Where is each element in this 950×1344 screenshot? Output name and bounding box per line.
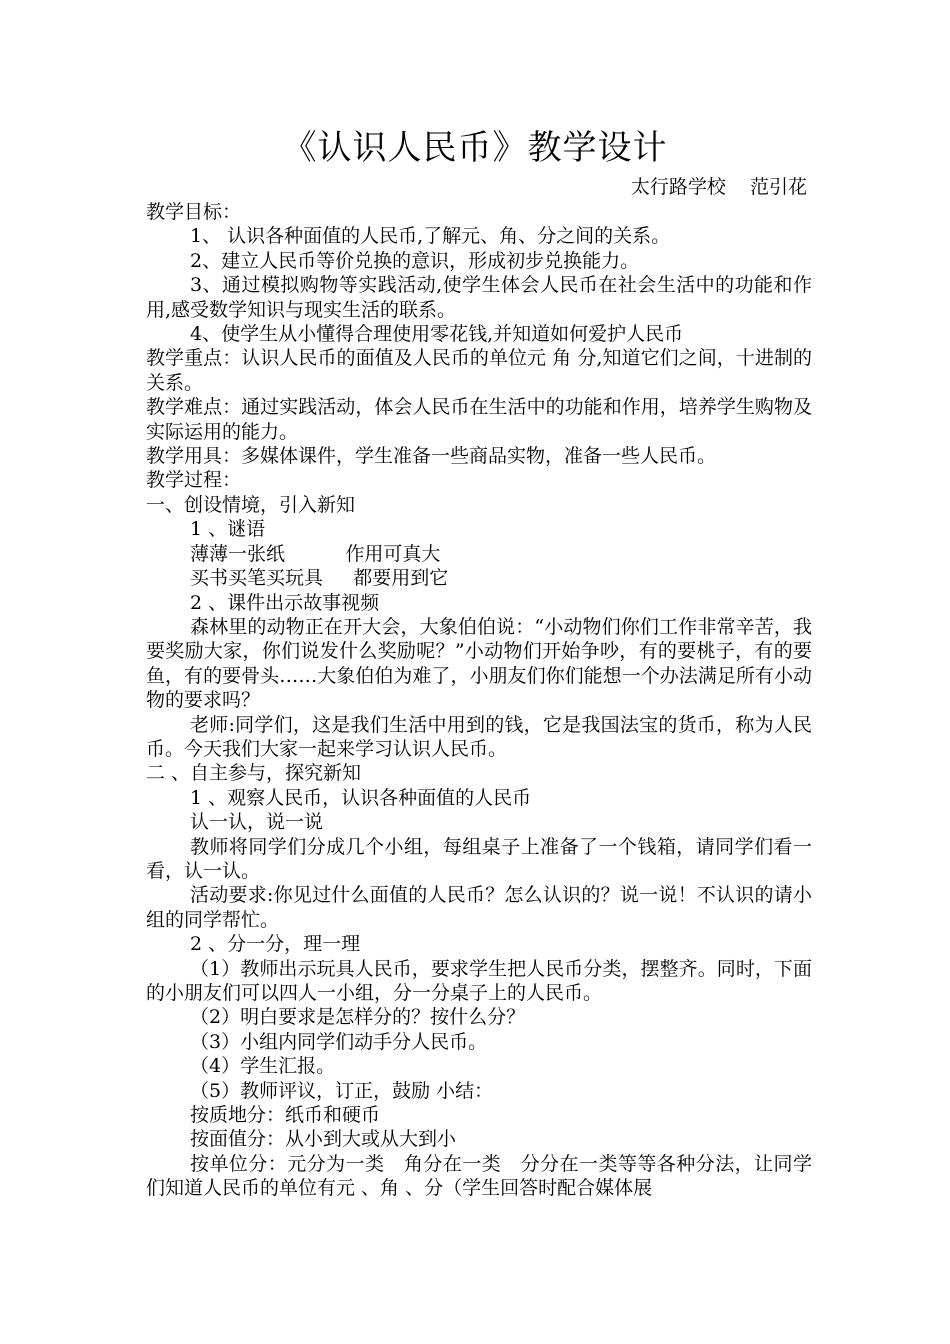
goal-item: 3、通过模拟购物等实践活动,使学生体会人民币在社会生活中的功能和作用,感受数学知识与现实生活的联系。	[146, 274, 812, 321]
key-points: 教学重点：认识人民币的面值及人民币的单位元 角 分,知道它们之间，十进制的关系。	[146, 347, 812, 394]
riddle-line: 买书买笔买玩具 都要用到它	[190, 567, 449, 590]
section2-sub2: 2 、分一分，理一理	[190, 933, 361, 956]
teacher-paragraph: 老师:同学们，这是我们生活中用到的钱，它是我国法宝的货币，称为人民币。今天我们大家一起来学习认识人民币。	[146, 713, 812, 760]
section1-heading: 一、创设情境，引入新知	[146, 493, 356, 516]
classify-by-value: 按面值分：从小到大或从大到小	[190, 1128, 457, 1151]
goal-item: 1、 认识各种面值的人民币,了解元、角、分之间的关系。	[190, 225, 671, 248]
document-body	[146, 200, 812, 1201]
section2-sub1-c: 活动要求:你见过什么面值的人民币？怎么认识的？说一说！不认识的请小组的同学帮忙。	[146, 884, 812, 931]
step-item: （2）明白要求是怎样分的？按什么分？	[190, 1006, 526, 1029]
step-item: （3）小组内同学们动手分人民币。	[190, 1030, 488, 1053]
difficulties: 教学难点：通过实践活动，体会人民币在生活中的功能和作用，培养学生购物及实际运用的能力。	[146, 396, 812, 443]
section2-heading: 二 、自主参与，探究新知	[146, 762, 362, 785]
step-item: （4）学生汇报。	[190, 1055, 336, 1078]
classify-by-unit: 按单位分：元分为一类 角分在一类 分分在一类等等各种分法，让同学们知道人民币的单位有元 、角 、分（学生回答时配合媒体展	[146, 1152, 812, 1200]
teaching-tools: 教学用具：多媒体课件，学生准备一些商品实物，准备一些人民币。	[146, 445, 717, 468]
document-title: 《认识人民币》教学设计	[282, 128, 668, 168]
process-heading: 教学过程：	[146, 469, 242, 492]
goal-item: 2、建立人民币等价兑换的意识，形成初步兑换能力。	[190, 249, 640, 272]
step-item: （1）教师出示玩具人民币，要求学生把人民币分类，摆整齐。同时，下面的小朋友们可以四人一小组，分一分桌子上的人民币。	[146, 957, 812, 1004]
section2-sub1-b: 教师将同学们分成几个小组，每组桌子上准备了一个钱箱，请同学们看一看，认一认。	[146, 835, 812, 882]
classify-by-material: 按质地分：纸币和硬币	[190, 1104, 381, 1127]
goals-heading: 教学目标：	[146, 201, 242, 223]
step-item: （5）教师评议，订正，鼓励 小结：	[190, 1079, 494, 1102]
section1-sub2: 2 、课件出示故事视频	[190, 591, 380, 614]
story-paragraph: 森林里的动物正在开大会，大象伯伯说：“小动物们你们工作非常辛苦，我要奖励大家，你们说发什么奖励呢？”小动物们开始争吵，有的要桃子，有的要鱼，有的要骨头……大象伯伯为难了，小朋友们你们能想一个办法满足所有小动物的要求吗？	[146, 615, 812, 712]
author-line: 太行路学校 范引花	[630, 176, 807, 198]
section2-sub1-a: 认一认，说一说	[190, 811, 324, 834]
section2-sub1: 1 、观察人民币，认识各种面值的人民币	[190, 786, 532, 809]
section1-sub1: 1 、谜语	[190, 518, 266, 541]
riddle-line: 薄薄一张纸 作用可真大	[190, 542, 441, 565]
goal-item: 4、使学生从小懂得合理使用零花钱,并知道如何爱护人民币	[190, 323, 684, 346]
